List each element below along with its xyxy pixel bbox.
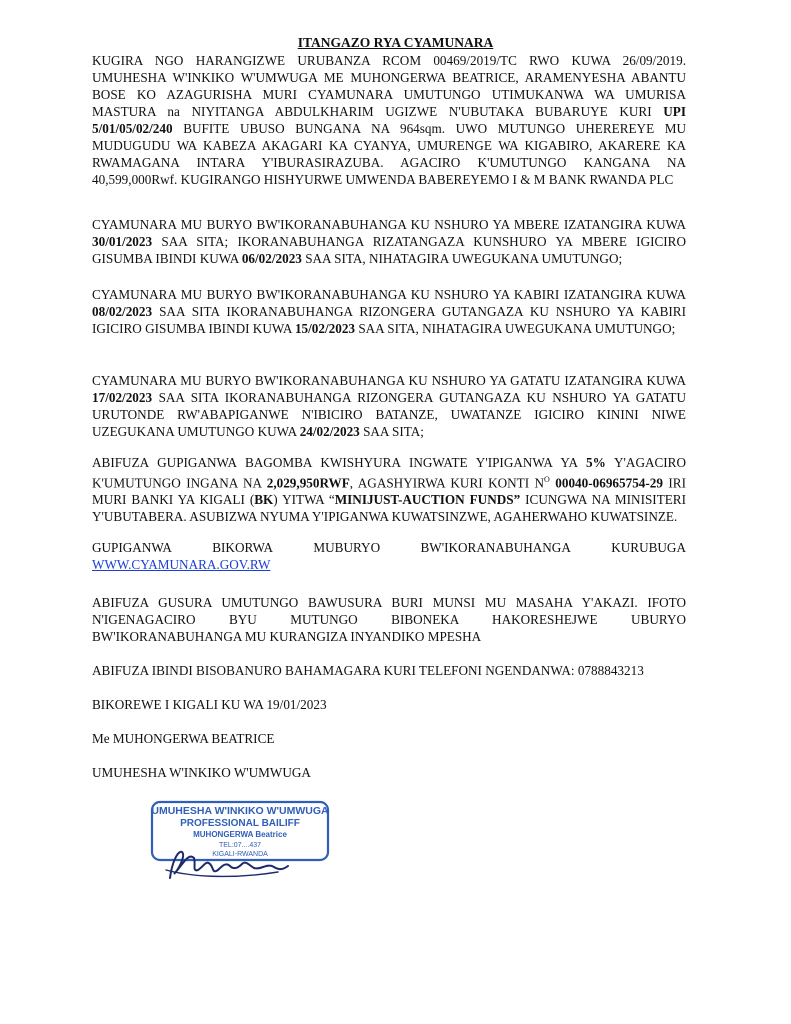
document-title: ITANGAZO RYA CYAMUNARA xyxy=(297,35,494,50)
website-link[interactable]: WWW.CYAMUNARA.GOV.RW xyxy=(92,557,271,572)
deposit-amount: 2,029,950RWF xyxy=(266,475,350,491)
text: SAA SITA IKORANABUHANGA RIZONGERA GUTANGAZA KU NSHURO YA GATATU URUTONDE RW'ABAPIGANWE N'IBICIRO BATANZE, UWATANZE IGICIRO KININI NIWE UZEGUKANA UMUTUNGO KUWA xyxy=(92,390,686,439)
date: 24/02/2023 xyxy=(299,424,360,439)
text: SAA SITA; xyxy=(359,424,424,439)
text: , AGASHYIRWA KURI KONTI N xyxy=(349,475,545,491)
date-line: BIKOREWE I KIGALI KU WA 19/01/2023 xyxy=(92,697,327,712)
stamp-line1: UMUHESHA W'INKIKO W'UMWUGA xyxy=(151,805,329,817)
date: 15/02/2023 xyxy=(294,321,356,336)
text: SAA SITA, NIHATAGIRA UWEGUKANA UMUTUNGO; xyxy=(301,251,623,266)
bailiff-name: Me MUHONGERWA BEATRICE xyxy=(92,731,275,746)
text: ICUNGWA NA MINISITERI Y'UBUTABERA. ASUBIZWA NYUMA Y'IPIGANWA KUWATSINZWE, AGAHERWAHO KUWATSINZE. xyxy=(92,492,686,525)
text: SAA SITA; IKORANABUHANGA RIZATANGAZA KUNSHURO YA MBERE IGICIRO GISUMBA IBINDI KUWA xyxy=(92,234,686,266)
date: 17/02/2023 xyxy=(92,390,153,405)
text: O xyxy=(544,475,550,484)
signature-underline xyxy=(166,870,278,876)
date: 08/02/2023 xyxy=(92,304,153,319)
paragraph-first-round xyxy=(92,216,686,267)
paragraph-property xyxy=(92,52,686,188)
word: KURUBUGA xyxy=(611,540,686,555)
text: BUFITE UBUSO BUNGANA NA 964sqm. UWO MUTUNGO UHEREREYE MU MUDUGUDU WA KABEZA AKAGARI KA CYANYA, UMURENGE WA KIGABIRO, AKARERE KA RWAMAGANA INTARA Y'IBURASIRAZUBA. AGACIRO K'UMUTUNGO KANGANA NA 40,599,000Rwf. KUGIRANGO HISHYURWE UMWENDA BABEREYEMO I & M BANK RWANDA PLC xyxy=(92,121,686,187)
text: SAA SITA IKORANABUHANGA RIZONGERA GUTANGAZA KU NSHURO YA KABIRI IGICIRO GISUMBA IBINDI KUWA xyxy=(92,304,686,336)
stamp-graphic xyxy=(148,800,334,884)
deposit-percent: 5% xyxy=(586,455,606,470)
text: SAA SITA, NIHATAGIRA UWEGUKANA UMUTUNGO; xyxy=(355,321,676,336)
word: BIKORWA xyxy=(212,540,274,555)
bailiff-title: UMUHESHA W'INKIKO W'UMWUGA xyxy=(92,765,311,780)
stamp-line3: MUHONGERWA Beatrice xyxy=(193,830,287,839)
text: Y'AGACIRO K'UMUTUNGO INGANA NA xyxy=(92,455,686,491)
text: CYAMUNARA MU BURYO BW'IKORANABUHANGA KU NSHURO YA KABIRI IZATANGIRA KUWA xyxy=(92,287,686,302)
word: GUPIGANWA xyxy=(92,540,172,555)
stamp-line4: TEL:07....437 xyxy=(218,842,262,849)
stamp-line5: KIGALI-RWANDA xyxy=(212,851,268,858)
bank-code: BK xyxy=(254,492,274,508)
text: CYAMUNARA MU BURYO BW'IKORANABUHANGA KU NSHURO YA GATATU IZATANGIRA KUWA xyxy=(92,373,686,388)
paragraph-third-round xyxy=(92,372,686,440)
official-stamp xyxy=(148,800,334,884)
upi-number: UPI 5/01/05/02/240 xyxy=(92,104,686,136)
text: ABIFUZA GUPIGANWA BAGOMBA KWISHYURA INGWATE Y'IPIGANWA YA xyxy=(92,455,586,470)
text: KUGIRA NGO HARANGIZWE URUBANZA RCOM 00469/2019/TC RWO KUWA 26/09/2019. UMUHESHA W'INKIKO W'UMWUGA ME MUHONGERWA BEATRICE, ARAMENYESHA ABANTU BOSE KO AZAGURISHA MURI CYAMUNARA UMUTUNGO UTIMUKANWA WA UMURISA MASTURA na NIYITANGA ABDULKHARIM UGIZWE N'UBUTAKA BUBARUYE KURI xyxy=(92,53,686,119)
website-sentence xyxy=(92,539,686,556)
text: CYAMUNARA MU BURYO BW'IKORANABUHANGA KU NSHURO YA MBERE IZATANGIRA KUWA xyxy=(92,217,686,232)
text: ) YITWA “ xyxy=(273,492,335,508)
text: IRI MURI BANKI YA KIGALI ( xyxy=(92,475,686,508)
word: MUBURYO xyxy=(313,540,381,555)
account-number: 00040-06965754-29 xyxy=(555,475,663,491)
paragraph-visit: ABIFUZA GUSURA UMUTUNGO BAWUSURA BURI MUNSI MU MASAHA Y'AKAZI. IFOTO N'IGENAGACIRO BYU MUTUNGO BIBONEKA HAKORESHEJWE UBURYO BW'IKORANABUHANGA MU KURANGIZA INYANDIKO MPESHA xyxy=(92,595,686,644)
stamp-line2: PROFESSIONAL BAILIFF xyxy=(180,818,300,829)
word: BW'IKORANABUHANGA xyxy=(420,540,571,555)
paragraph-deposit xyxy=(92,454,686,525)
paragraph-second-round xyxy=(92,286,686,337)
account-name: MINIJUST-AUCTION FUNDS” xyxy=(334,492,521,508)
contact-line: ABIFUZA IBINDI BISOBANURO BAHAMAGARA KURI TELEFONI NGENDANWA: 0788843213 xyxy=(92,663,644,678)
date: 06/02/2023 xyxy=(241,251,302,266)
website-line xyxy=(92,539,686,573)
date: 30/01/2023 xyxy=(92,234,153,249)
